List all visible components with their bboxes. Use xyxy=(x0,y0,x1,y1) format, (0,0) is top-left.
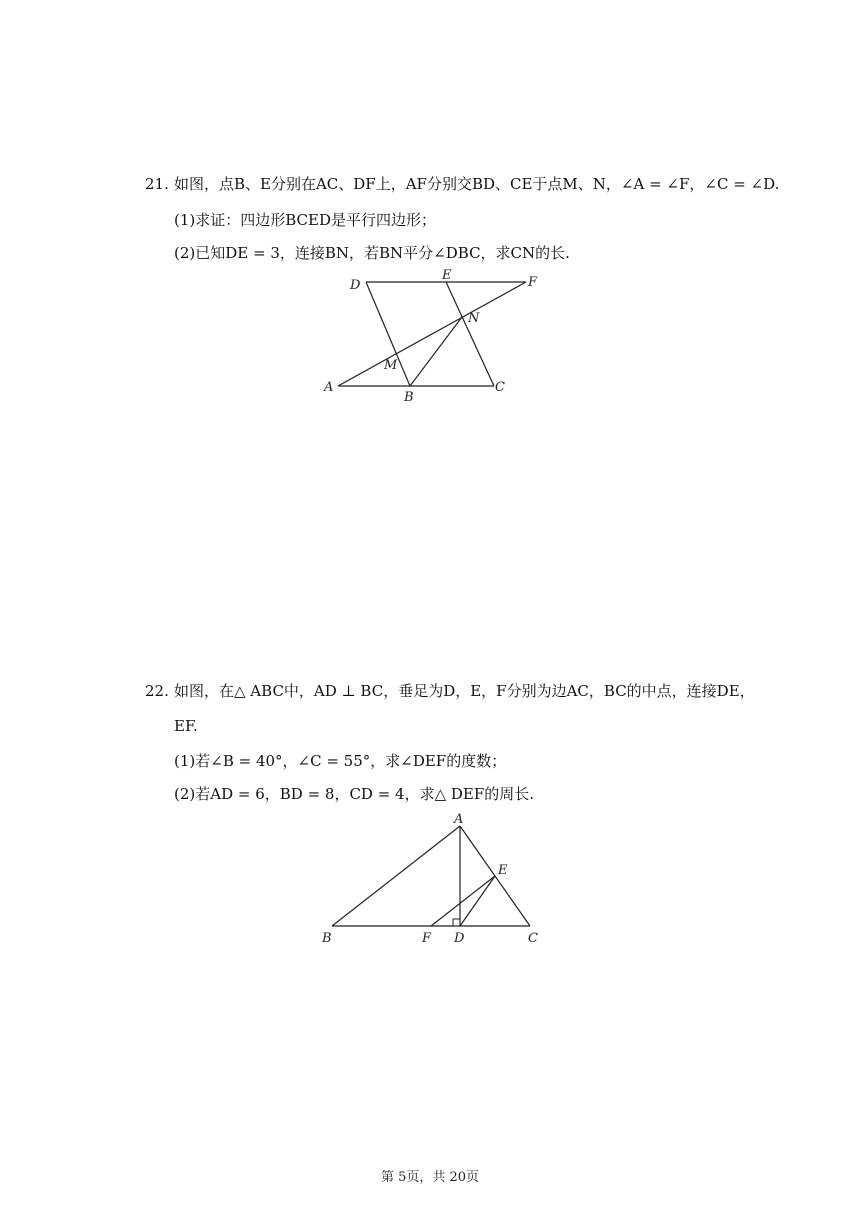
label-A: A xyxy=(324,380,334,395)
label-M: M xyxy=(384,358,398,373)
right-angle-mark xyxy=(453,919,460,926)
segment-AF xyxy=(338,282,526,386)
question-21-part-1: (1)求证：四边形BCED是平行四边形； xyxy=(174,211,437,229)
label-D: D xyxy=(454,931,465,946)
segment-EC xyxy=(446,282,494,386)
label-E: E xyxy=(498,863,508,878)
question-22-stem-line-1: 如图，在△ ABC中，AD ⊥ BC，垂足为D，E，F分别为边AC，BC的中点，连接DE， xyxy=(174,682,755,700)
question-22-part-2: (2)若AD = 6，BD = 8，CD = 4，求△ DEF的周长. xyxy=(174,785,535,803)
question-21-stem: 如图，点B、E分别在AC、DF上，AF分别交BD、CE于点M、N，∠A = ∠F，∠C = ∠D. xyxy=(174,175,780,193)
question-22-stem-line-2: EF. xyxy=(174,717,198,735)
label-F: F xyxy=(528,275,538,290)
segment-ED xyxy=(460,876,495,926)
label-C: C xyxy=(528,931,538,946)
question-22-figure xyxy=(316,806,552,952)
question-21-part-2: (2)已知DE = 3，连接BN，若BN平分∠DBC，求CN的长. xyxy=(174,244,570,262)
question-22-number: 22. xyxy=(145,682,169,700)
segment-BN xyxy=(410,317,462,386)
label-B: B xyxy=(322,931,332,946)
page-footer: 第 5页，共 20页 xyxy=(380,1170,480,1185)
label-B: B xyxy=(404,390,414,405)
segment-EF xyxy=(431,876,495,926)
question-21-figure xyxy=(318,268,548,412)
label-D: D xyxy=(350,278,361,293)
label-A: A xyxy=(454,812,464,827)
question-22-part-1: (1)若∠B = 40°，∠C = 55°，求∠DEF的度数； xyxy=(174,752,507,770)
label-C: C xyxy=(495,380,505,395)
label-N: N xyxy=(468,311,480,326)
question-21-number: 21. xyxy=(145,175,169,193)
label-F: F xyxy=(422,931,432,946)
label-E: E xyxy=(442,268,452,283)
segment-AB xyxy=(332,826,460,926)
